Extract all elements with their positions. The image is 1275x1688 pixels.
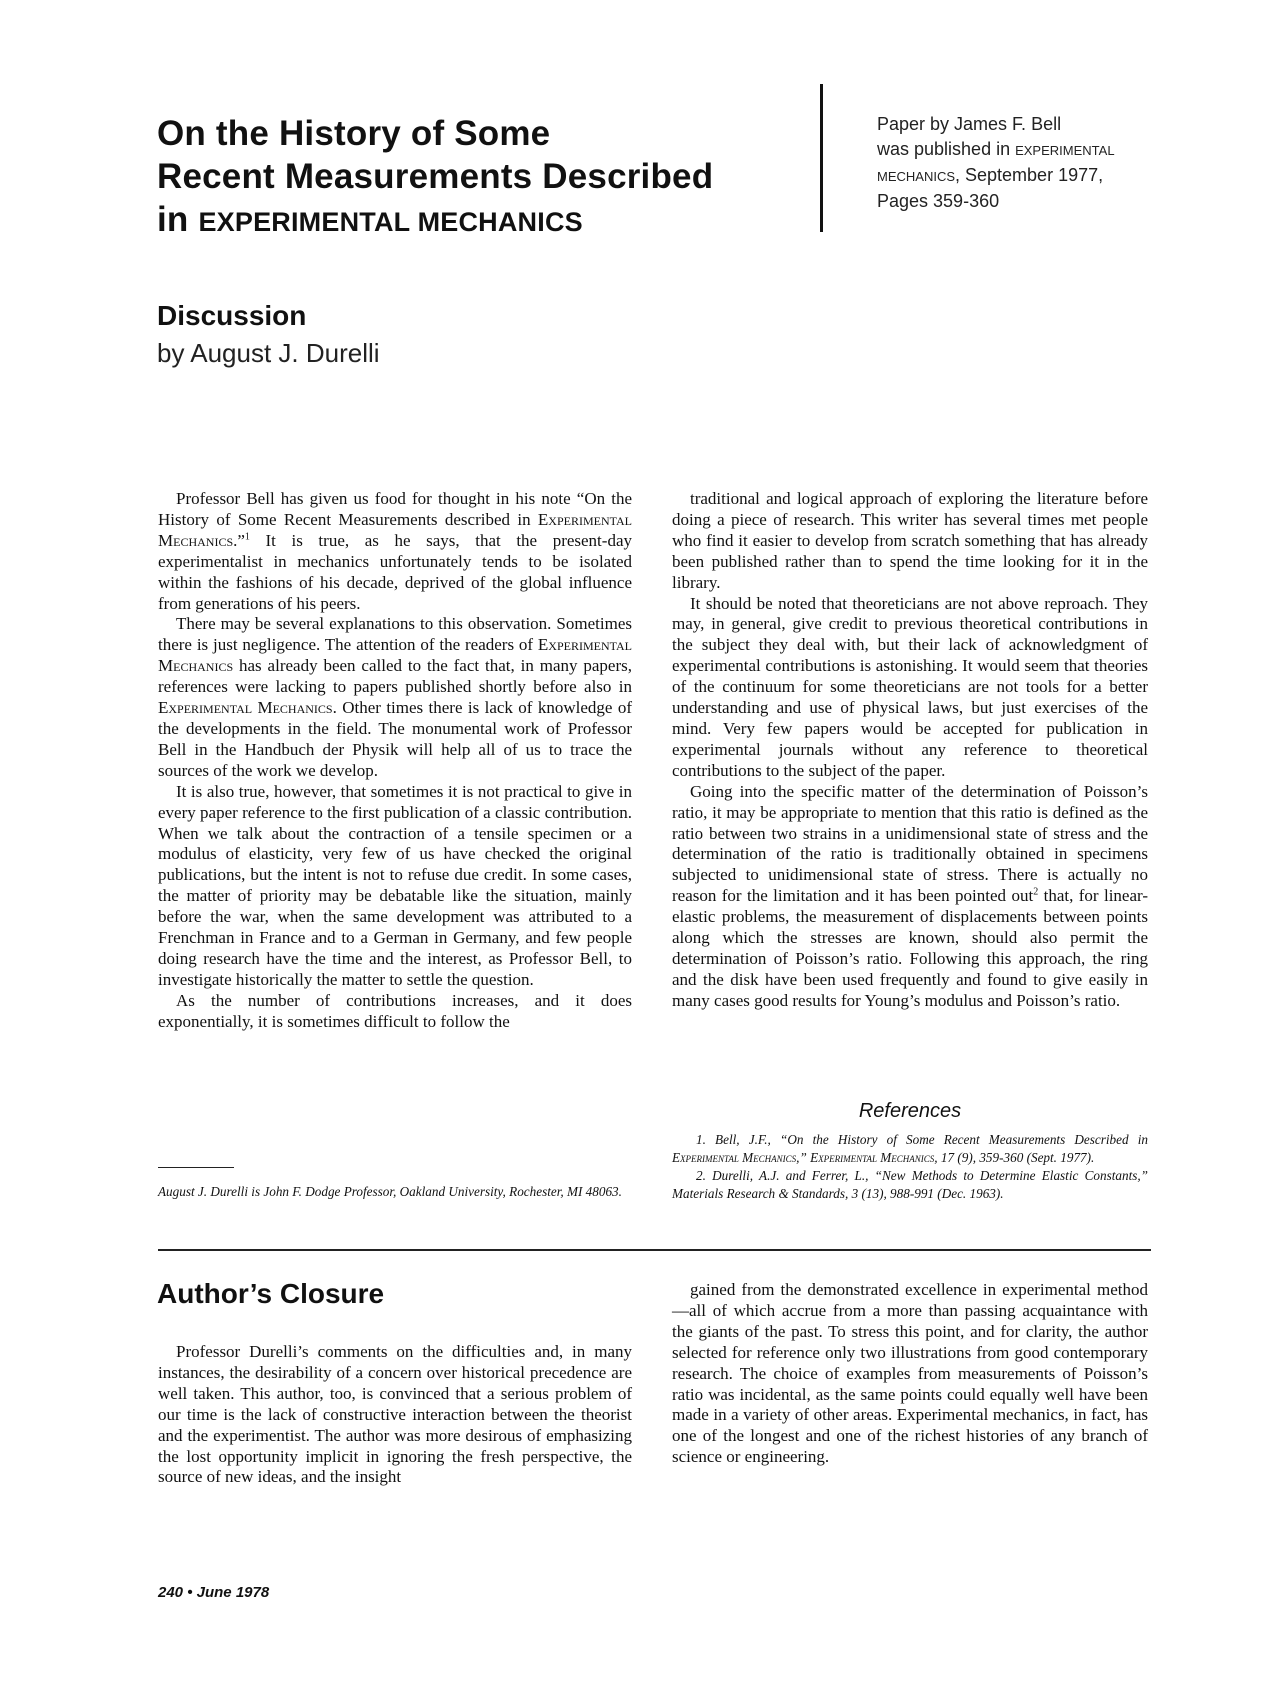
sidenote-line — [877, 163, 1115, 189]
text-segment: It is also true, however, that sometimes it is not practical to give in every paper reference to the first publication of a classic contribution. When we talk about the contraction of a tensile specimen or a modulus of elasticity, very few of us have checked the original publications, but the intent is not to refuse due credit. In some cases, the matter of priority may be debatable like the situation, mainly before the war, when the same development was attributed to a Frenchman in France and to a German in Germany, and few people doing research have the time and the interest, as Professor Bell, to investigate historically the matter to settle the question. — [158, 781, 632, 989]
title-line: On the History of Some — [157, 114, 551, 153]
text-segment: , 17 (9), 359-360 (Sept. 1977). — [934, 1150, 1095, 1165]
sidenote-journal: MECHANICS — [877, 169, 956, 184]
text-segment: Professor Durelli’s comments on the difficulties and, in many instances, the desirability of a concern over historical precedence are well taken. This author, too, is convinced that a serious problem of our time is the lack of constructive interaction between the theorist and the experimentist. The author was more desirous of emphasizing the lost opportunity implicit in ignoring the fresh perspective, the source of new ideas, and the insight — [158, 1342, 632, 1487]
references-list — [672, 1131, 1148, 1203]
page-number: 240 — [158, 1584, 184, 1601]
paragraph — [158, 782, 632, 991]
closure-heading: Author’s Closure — [157, 1278, 385, 1309]
sidenote-line — [877, 137, 1115, 163]
paragraph — [158, 1342, 632, 1488]
paragraph — [672, 1167, 1148, 1203]
text-segment: It should be noted that theoreticians are not above reproach. They may, in general, give credit to previous theoretical contributions in the subject they deal with, but their lack of acknowledgment of experimental contributions is astonishing. It would seem that theories of the continuum for some theoreticians are not tools for a better understanding and use of physical laws, but just exercises of the mind. Very few papers would be accepted for publication in experimental journals without any reference to theoretical contributions to the subject of the paper. — [672, 593, 1148, 780]
discussion-left-column — [158, 489, 632, 1033]
reference-superscript: 2 — [1033, 886, 1039, 898]
paragraph — [672, 489, 1148, 594]
reference-superscript: 1 — [244, 531, 250, 543]
title-journal: EXPERIMENTAL MECHANICS — [198, 207, 583, 237]
sidenote-text: was published in — [877, 139, 1016, 159]
author-footnote: August J. Durelli is John F. Dodge Professor, Oakland University, Rochester, MI 48063. — [158, 1184, 622, 1199]
text-segment: Professor Bell has given us food for thought in his note “On the History of Some Recent Measurements described in — [158, 489, 632, 529]
sidenote-line: Pages 359-360 — [877, 191, 1000, 211]
title-line — [157, 198, 713, 244]
text-segment: traditional and logical approach of exploring the literature before doing a piece of research. This writer has several times met people who find it easier to develop from scratch something that has already been published rather than to spend the time looking for it in the library. — [672, 489, 1148, 592]
paragraph — [672, 594, 1148, 782]
text-segment: There may be several explanations to this observation. Sometimes there is just negligence. The attention of the readers of — [158, 614, 632, 655]
original-paper-note — [877, 112, 1115, 214]
bullet: • — [187, 1584, 193, 1601]
title-line: Recent Measurements Described — [157, 157, 714, 196]
text-segment: As the number of contributions increases, and it does exponentially, it is sometimes difficult to follow the — [158, 990, 632, 1031]
text-segment: . Other times there is lack of knowledge of the developments in the field. The monumental work of Professor Bell in the Handbuch der Physik will help all of us to trace the sources of the work we develop. — [158, 698, 632, 780]
journal-name: Experimental Mechanics — [158, 698, 333, 718]
title-in: in — [157, 200, 199, 239]
paragraph — [672, 1131, 1148, 1167]
paragraph — [158, 614, 632, 781]
text-segment: gained from the demonstrated excellence in experimental method—all of which accrue from a more than passing acquaintance with the giants of the past. To stress this point, and for clarity, the author selected for reference only two illustrations from good contemporary research. The choice of examples from measurements of Poisson’s ratio was incidental, as the same points could equally well have been made in a variety of other areas. Experimental mechanics, in fact, has one of the longest and one of the richest histories of any branch of science or engineering. — [672, 1280, 1148, 1467]
text-segment: ,” — [796, 1150, 811, 1165]
journal-name: Experimental Mechanics — [672, 1150, 797, 1165]
sidenote-text: , September 1977, — [955, 165, 1104, 185]
footnote-rule — [158, 1167, 234, 1168]
sidenote-journal: EXPERIMENTAL — [1015, 143, 1115, 158]
discussion-byline: by August J. Durelli — [157, 338, 380, 368]
journal-name: Experimental Mechanics — [158, 509, 632, 550]
paragraph — [158, 991, 632, 1033]
vertical-divider — [820, 84, 823, 232]
page-footer — [158, 1584, 269, 1601]
text-segment: 1. Bell, J.F., “On the History of Some Recent Measurements Described in — [696, 1132, 1148, 1147]
sidenote-line: Paper by James F. Bell — [877, 114, 1062, 134]
text-segment: Going into the specific matter of the determination of Poisson’s ratio, it may be appropriate to mention that this ratio is defined as the ratio between two strains in a unidimensional state of stress and the determination of the ratio is traditionally obtained in specimens subjected to unidimensional state of stress. There is actually no reason for the limitation and it has been pointed out — [672, 781, 1148, 906]
text-segment: that, for linear-elastic problems, the measurement of displacements between points along which the stresses are known, should also permit the determination of Poisson’s ratio. Following this approach, the ring and the disk have been used frequently and found to give easily in many cases good results for Young’s modulus and Poisson’s ratio. — [672, 886, 1148, 1010]
paragraph — [672, 1280, 1148, 1468]
text-segment: It is true, as he says, that the present-day experimentalist in mechanics unfortunately tends to be isolated within the fashions of his decade, deprived of the global influence from generations of his peers. — [158, 530, 632, 613]
discussion-right-column — [672, 489, 1148, 1012]
paragraph — [158, 489, 632, 614]
closure-left-column — [158, 1342, 632, 1488]
text-segment: .” — [233, 530, 245, 550]
references-heading: References — [858, 1100, 962, 1122]
text-segment: has already been called to the fact that, in many papers, references were lacking to papers published shortly before also in — [158, 656, 632, 697]
article-title — [157, 112, 713, 244]
paragraph — [672, 782, 1148, 1012]
journal-name: Experimental Mechanics — [158, 635, 632, 676]
section-divider — [158, 1249, 1151, 1251]
journal-name: Experimental Mechanics — [810, 1150, 935, 1165]
closure-right-column — [672, 1280, 1148, 1468]
text-segment: 2. Durelli, A.J. and Ferrer, L., “New Methods to Determine Elastic Constants,” Materials Research & Standards, 3 (13), 988-991 (Dec. 1963). — [672, 1168, 1148, 1201]
issue-date: June 1978 — [196, 1584, 270, 1601]
discussion-heading: Discussion — [157, 300, 307, 331]
